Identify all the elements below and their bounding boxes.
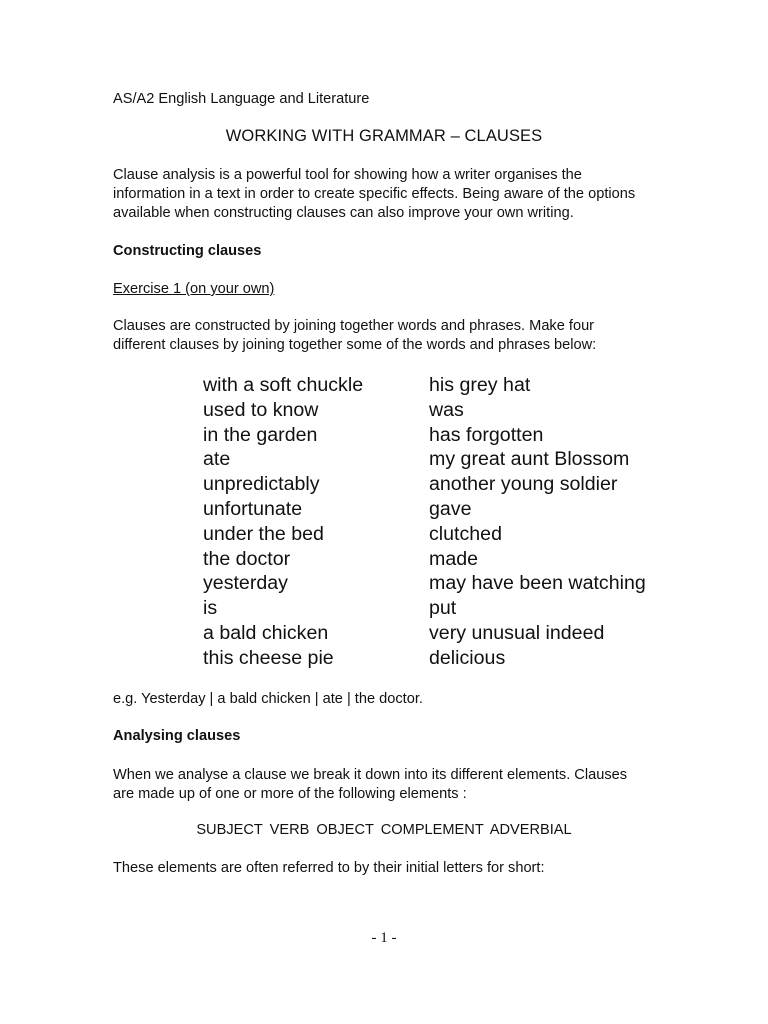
intro-line: information in a text in order to create specific effects. Being aware of the options: [113, 186, 636, 202]
clause-elements-list: SUBJECT VERB OBJECT COMPLEMENT ADVERBIAL: [196, 822, 572, 838]
intro-paragraph: [113, 166, 673, 223]
word-item: was: [429, 398, 464, 421]
course-header: AS/A2 English Language and Literature: [113, 91, 370, 107]
section-heading-constructing: Constructing clauses: [113, 243, 262, 259]
word-item: his grey hat: [429, 374, 531, 396]
word-item: made: [429, 547, 479, 570]
page-number: - 1 -: [371, 930, 397, 946]
intro-line: Clause analysis is a powerful tool for showing how a writer organises the: [113, 167, 582, 183]
word-item: gave: [429, 497, 472, 520]
analysis-line: are made up of one or more of the following elements :: [113, 786, 467, 802]
word-item: with a soft chuckle: [203, 374, 364, 396]
word-item: is: [203, 597, 218, 620]
initials-line: These elements are often referred to by their initial letters for short:: [113, 860, 545, 876]
word-item: has forgotten: [429, 423, 544, 446]
word-item: yesterday: [203, 572, 288, 595]
word-item: very unusual indeed: [429, 621, 605, 644]
word-item: used to know: [203, 398, 319, 421]
word-item: delicious: [429, 646, 506, 669]
word-item: unpredictably: [203, 473, 320, 496]
word-item: the doctor: [203, 547, 291, 570]
analysis-line: When we analyse a clause we break it down into its different elements. Clauses: [113, 767, 628, 783]
word-item: a bald chicken: [203, 621, 329, 644]
word-item: in the garden: [203, 423, 318, 446]
document-title: WORKING WITH GRAMMAR – CLAUSES: [225, 127, 543, 145]
word-item: may have been watching: [429, 572, 646, 595]
word-item: under the bed: [203, 522, 324, 545]
word-item: another young soldier: [429, 473, 618, 496]
word-list-left: [203, 373, 363, 671]
word-list-right: [429, 373, 646, 671]
instruction-line: different clauses by joining together some of the words and phrases below:: [113, 337, 597, 353]
exercise-heading: Exercise 1 (on your own): [113, 281, 275, 297]
word-item: this cheese pie: [203, 646, 334, 669]
example-line: e.g. Yesterday | a bald chicken | ate | the doctor.: [113, 691, 423, 707]
section-heading-analysing: Analysing clauses: [113, 728, 241, 744]
exercise-instructions: [113, 317, 673, 355]
instruction-line: Clauses are constructed by joining together words and phrases. Make four: [113, 318, 595, 334]
intro-line: available when constructing clauses can also improve your own writing.: [113, 205, 574, 221]
word-item: ate: [203, 448, 231, 471]
word-item: clutched: [429, 522, 502, 545]
analysis-paragraph: [113, 766, 673, 804]
word-item: unfortunate: [203, 497, 303, 520]
word-item: put: [429, 597, 457, 620]
word-item: my great aunt Blossom: [429, 448, 630, 471]
